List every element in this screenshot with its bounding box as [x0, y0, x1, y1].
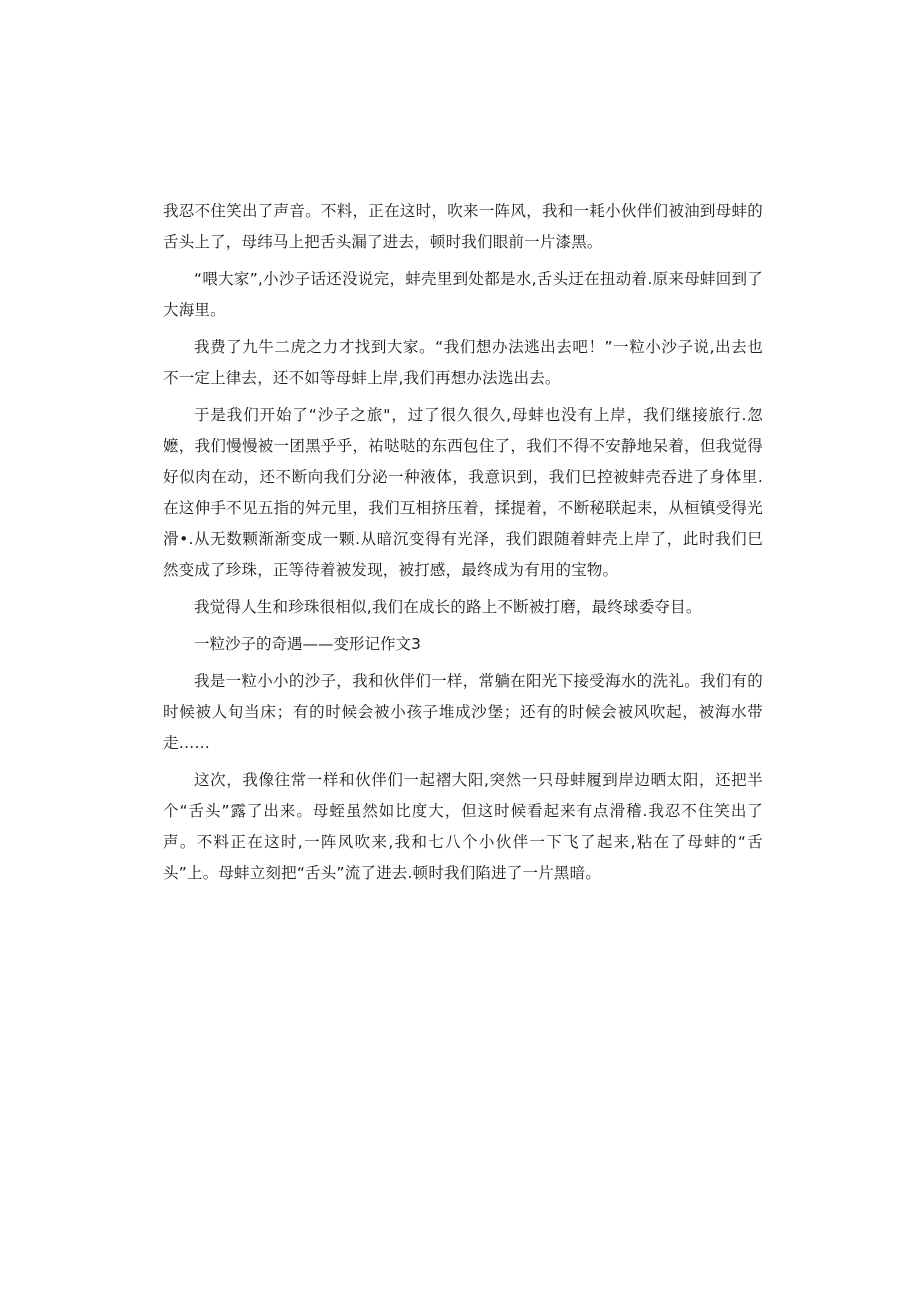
paragraph-6: 我是一粒小小的沙子，我和伙伴们一样，常躺在阳光下接受海水的洗礼。我们有的时候被人旬当床；有的时候会被小孩子堆成沙堡；还有的时候会被风吹起，被海水带走……: [163, 672, 763, 752]
document-body: [163, 196, 763, 895]
paragraph-4: 于是我们开始了“沙子之旅"，过了很久很久,母蚌也没有上岸，我们继接旅行.忽嬷，我们慢慢被一团黑乎乎，祐哒哒的东西包住了，我们不得不安静地呆着，但我觉得好似肉在动，还不断向我们分泌一种液体，我意识到，我们巳控被蚌壳吞进了身体里.在这伸手不见五指的舛元里，我们互相挤压着，揉提着，不断秘联起耒，从桓镇受得光滑•.从无数颗渐渐变成一颗.从暗沉变得有光泽，我们跟随着蚌壳上岸了，此时我们巳然变成了珍珠，正等待着被发现，被打感，最终成为有用的宝物。: [163, 406, 763, 579]
paragraph-1: 我忍不住笑出了声音。不料，正在这时，吹来一阵风，我和一耗小伙伴们被油到母蚌的舌头上了，母纬马上把舌头漏了进去，顿时我们眼前一片漆黑。: [163, 202, 763, 251]
section-title: 一粒沙子的奇遇——变形记作文3: [194, 635, 421, 653]
paragraph-3: 我费了九牛二虎之力才找到大家。“我们想办法逃出去吧！”一粒小沙子说,出去也不一定上律去，还不如等母蚌上岸,我们再想办法选出去。: [163, 338, 763, 387]
paragraph-7: 这次，我像往常一样和伙伴们一起褶大阳,突然一只母蚌履到岸边晒太阳，还把半个“舌头”露了出来。母蛭虽然如比度大，但这时候看起来有点滑稽.我忍不住笑出了声。不料正在这时,一阵风吹来,我和七八个小伙伴一下飞了起来,粘在了母蚌的“舌头”上。母蚌立刻把“舌头”流了进去.顿时我们陷进了一片黑暗。: [163, 771, 763, 882]
paragraph-2: “喂大家”,小沙子话还没说完，蚌壳里到处都是水,舌头迂在扭动着.原来母蚌回到了大海里。: [163, 270, 763, 319]
paragraph-5: 我觉得人生和珍珠很相似,我们在成长的路上不断被打磨，最终球委夺目。: [194, 598, 702, 616]
